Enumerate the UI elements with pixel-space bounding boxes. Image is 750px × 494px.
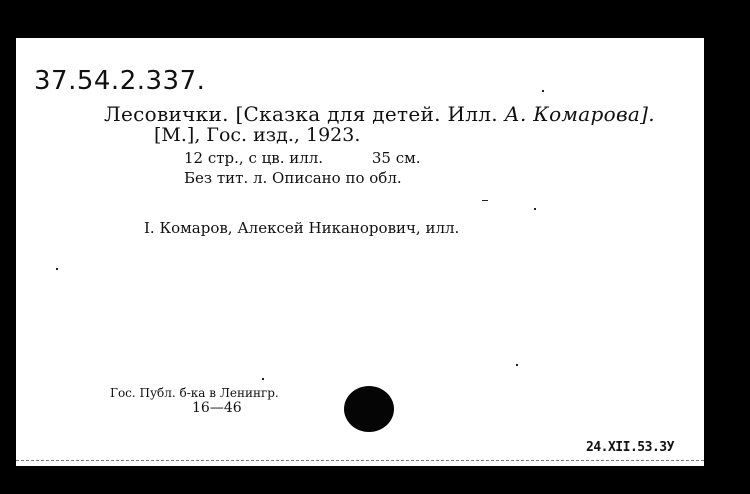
collation-line	[184, 149, 421, 167]
pages: 12 стр., с цв. илл.	[184, 149, 324, 167]
library-stamp: Гос. Публ. б-ка в Ленингр.	[110, 386, 279, 400]
imprint: [М.], Гос. изд., 1923.	[154, 124, 361, 146]
added-entry: I. Комаров, Алексей Никанорович, илл.	[144, 219, 460, 237]
speck	[482, 200, 488, 201]
stamp-number: 16—46	[192, 400, 242, 416]
title: Лесовички.	[104, 102, 229, 126]
speck	[542, 90, 544, 92]
date-stamp: 24.XII.53.ЗУ	[586, 440, 674, 455]
illustrator-short: А. Комарова].	[504, 102, 655, 126]
size: 35 см.	[371, 149, 421, 167]
catalog-card	[16, 38, 704, 466]
speck	[262, 378, 264, 380]
speck	[56, 268, 58, 270]
note: Без тит. л. Описано по обл.	[184, 169, 402, 187]
speck	[534, 208, 536, 210]
bracket-note: [Сказка для детей. Илл.	[235, 102, 498, 126]
bottom-rule	[16, 460, 704, 461]
speck	[516, 364, 518, 366]
title-line	[104, 102, 655, 126]
shelfmark: 37.54.2.337.	[34, 66, 206, 96]
ink-blot	[344, 386, 394, 432]
